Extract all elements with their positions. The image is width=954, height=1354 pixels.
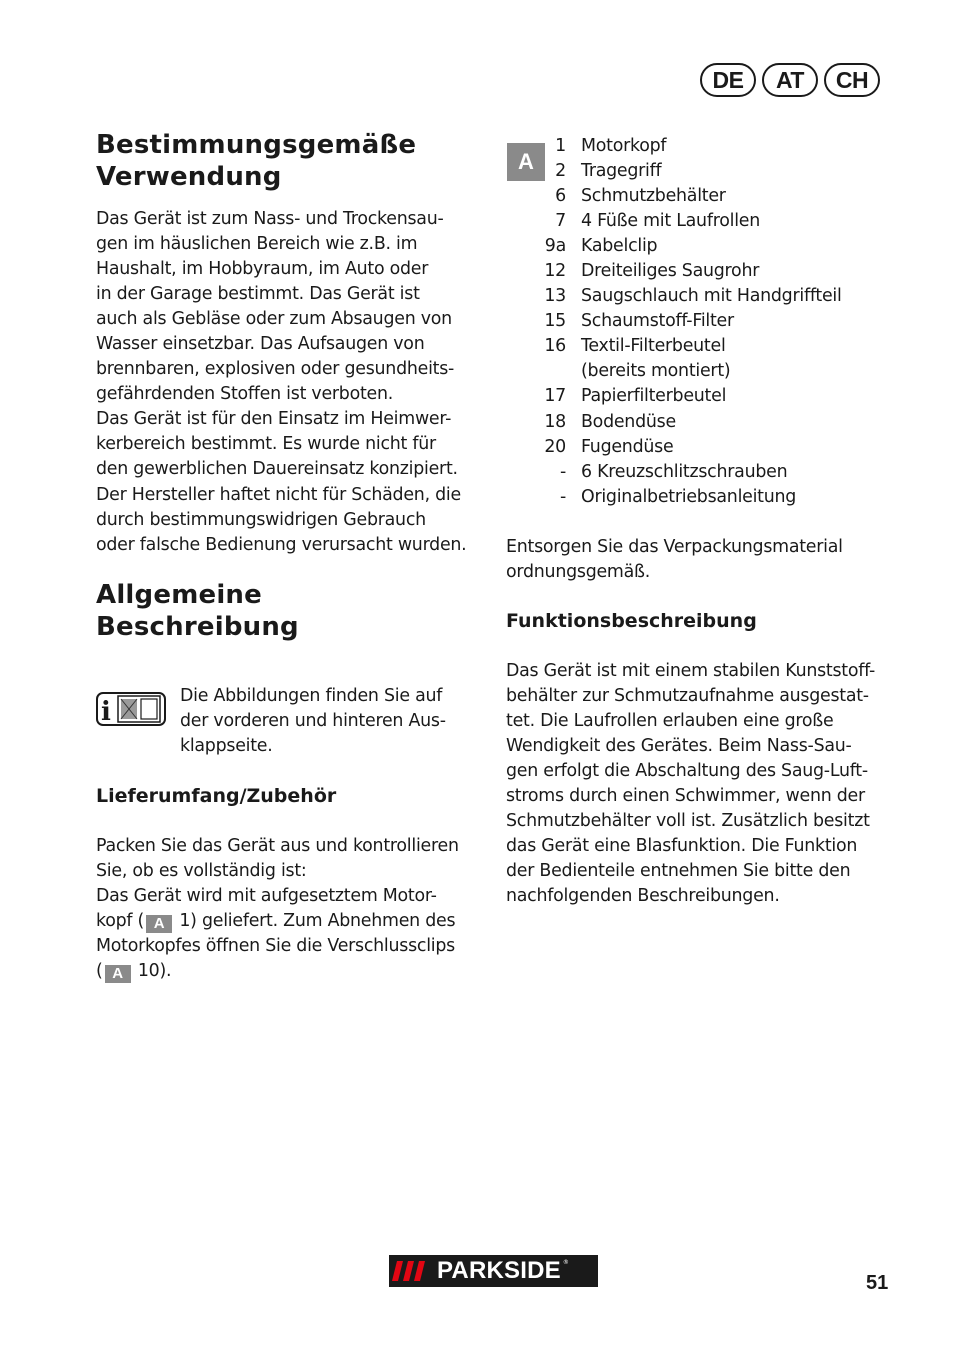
figure-a-badge: A: [146, 915, 172, 933]
text-line: nachfolgenden Beschreibungen.: [506, 886, 780, 907]
part-number: 7: [555, 211, 566, 232]
text-line: Das Gerät ist mit einem stabilen Kunststoff-: [506, 661, 876, 681]
part-number: [506, 359, 581, 384]
figure-a-badge: A: [507, 143, 545, 181]
part-number: 9a: [544, 236, 566, 257]
text-line-ref2: [96, 959, 459, 984]
paragraph-function-description: [506, 659, 875, 909]
parts-list-item: [506, 134, 842, 159]
parts-list-item: [506, 159, 842, 184]
parts-list-item: [506, 284, 842, 309]
heading-scope-of-delivery: Lieferumfang/Zubehör: [96, 785, 337, 807]
part-number: -: [559, 461, 566, 482]
text-line: ordnungsgemäß.: [506, 562, 651, 583]
part-name: Dreiteiliges Saugrohr: [581, 261, 760, 282]
part-name: 4 Füße mit Laufrollen: [581, 211, 760, 232]
heading-intended-use: Bestimmungsgemäße Verwendung: [96, 130, 417, 192]
part-number: 6: [555, 186, 566, 207]
parts-list-item: [506, 485, 842, 510]
text-line: Das Gerät ist zum Nass- und Trockensau-: [96, 209, 444, 229]
lang-tag-ch: CH: [824, 63, 880, 97]
paragraph-disposal: [506, 535, 843, 585]
part-name: Kabelclip: [581, 236, 658, 257]
part-number: 1: [555, 136, 566, 156]
parts-list-item: [506, 309, 842, 334]
heading-function-description: Funktionsbeschreibung: [506, 610, 757, 632]
text-line: gen erfolgt die Abschaltung des Saug-Luft-: [506, 761, 868, 782]
text-line: Der Hersteller haftet nicht für Schäden, die: [96, 484, 461, 505]
part-name: Bodendüse: [581, 411, 676, 432]
lang-tag-at: AT: [762, 63, 818, 97]
text-line: Sie, ob es vollständig ist:: [96, 861, 307, 882]
text-line: behälter zur Schmutzaufnahme ausgestat-: [506, 686, 869, 707]
info-note: [180, 684, 446, 759]
part-number: 20: [544, 436, 566, 457]
part-name: Saugschlauch mit Handgriffteil: [581, 286, 842, 307]
info-icon: [96, 690, 166, 726]
parts-list-item: [506, 410, 842, 435]
paragraph-scope-of-delivery: [96, 834, 459, 984]
text-line: tet. Die Laufrollen erlauben eine große: [506, 711, 834, 732]
text-line: Wasser einsetzbar. Das Aufsaugen von: [96, 334, 425, 355]
part-number: 16: [544, 336, 566, 357]
text-line: der Bedienteile entnehmen Sie bitte den: [506, 861, 851, 882]
figure-a-badge: A: [105, 965, 131, 983]
text-line: Wendigkeit des Gerätes. Beim Nass-Sau-: [506, 736, 852, 757]
parts-list-item: [506, 209, 842, 234]
text-line: auch als Gebläse oder zum Absaugen von: [96, 309, 452, 330]
logo-wordmark: PARKSIDE: [437, 1257, 561, 1284]
part-name: Tragegriff: [581, 161, 662, 182]
text-line: klappseite.: [180, 736, 273, 757]
parts-list-item: [506, 460, 842, 485]
text-line: kerbereich bestimmt. Es wurde nicht für: [96, 434, 436, 455]
text-line: durch bestimmungswidrigen Gebrauch: [96, 509, 426, 530]
text-fragment: (: [96, 961, 103, 982]
part-number: 18: [544, 411, 566, 432]
part-number: 17: [544, 386, 566, 407]
heading-general-description: Allgemeine Beschreibung: [96, 580, 299, 642]
text-line: Das Gerät ist für den Einsatz im Heimwer-: [96, 409, 452, 430]
logo-stripes-icon: [389, 1255, 437, 1287]
text-line: stroms durch einen Schwimmer, wenn der: [506, 786, 865, 807]
text-line: gen im häuslichen Bereich wie z.B. im: [96, 234, 418, 255]
paragraph-intended-use: [96, 207, 466, 558]
parts-list-item: [506, 435, 842, 460]
text-line: Die Abbildungen finden Sie auf: [180, 686, 443, 706]
part-name: 6 Kreuzschlitzschrauben: [581, 461, 788, 482]
part-name: Schaumstoff-Filter: [581, 311, 734, 332]
text-fragment: kopf (: [96, 911, 145, 932]
part-name: (bereits montiert): [581, 361, 731, 382]
text-line: Entsorgen Sie das Verpackungsmaterial: [506, 537, 843, 557]
text-line: den gewerblichen Dauereinsatz konzipiert.: [96, 459, 458, 480]
text-line: oder falsche Bedienung verursacht wurden.: [96, 534, 467, 555]
text-line: Haushalt, im Hobbyraum, im Auto oder: [96, 259, 429, 280]
svg-text:i: i: [101, 697, 111, 726]
parts-list-item: [506, 234, 842, 259]
text-line-ref1: [96, 909, 459, 934]
page-number: 51: [866, 1272, 889, 1294]
text-fragment: 10).: [132, 961, 172, 982]
text-line: Packen Sie das Gerät aus und kontrollieren: [96, 836, 459, 856]
language-tags: [700, 63, 880, 97]
text-line: gefährdenden Stoffen ist verboten.: [96, 384, 394, 405]
text-line: in der Garage bestimmt. Das Gerät ist: [96, 284, 420, 305]
parts-list-item: [506, 334, 842, 359]
part-name: Motorkopf: [581, 136, 667, 156]
lang-tag-de: DE: [700, 63, 756, 97]
text-fragment: 1) geliefert. Zum Abnehmen des: [174, 911, 456, 932]
part-name: Textil-Filterbeutel: [581, 336, 726, 357]
parts-list-item: [506, 384, 842, 409]
text-line: brennbaren, explosiven oder gesundheits-: [96, 359, 455, 380]
text-line: Schmutzbehälter voll ist. Zusätzlich besitzt: [506, 811, 870, 832]
part-number: 15: [544, 311, 566, 332]
parkside-logo: [389, 1255, 598, 1287]
part-number: 13: [544, 286, 566, 307]
part-name: Papierfilterbeutel: [581, 386, 727, 407]
parts-list-item: [506, 184, 842, 209]
text-line: Motorkopfes öffnen Sie die Verschlussclips: [96, 936, 455, 957]
part-number: -: [559, 486, 566, 507]
registered-mark: ®: [562, 1259, 569, 1266]
part-name: Fugendüse: [581, 436, 674, 457]
parts-list: [506, 134, 842, 510]
parts-list-item: [506, 259, 842, 284]
part-name: Schmutzbehälter: [581, 186, 726, 207]
part-number: 12: [544, 261, 566, 282]
part-number: 2: [555, 161, 566, 182]
part-name: Originalbetriebsanleitung: [581, 486, 797, 507]
text-line: der vorderen und hinteren Aus-: [180, 711, 446, 732]
parts-list-item: [506, 359, 842, 384]
text-line: das Gerät eine Blasfunktion. Die Funktion: [506, 836, 858, 857]
text-line: Das Gerät wird mit aufgesetztem Motor-: [96, 886, 437, 907]
